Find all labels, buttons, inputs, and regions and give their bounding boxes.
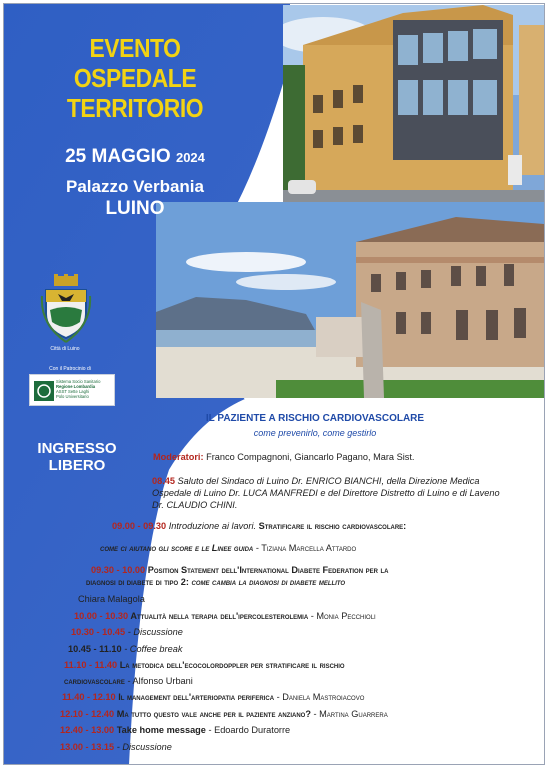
moderators-label: Moderatori: [153, 452, 204, 462]
session-11 [60, 724, 290, 736]
session-9 [62, 691, 364, 703]
session-1-line-1 [152, 475, 480, 487]
session-7-time: 10.45 - 11.10 [68, 644, 122, 654]
session-1-time: 08.45 [152, 476, 175, 486]
session-3-speaker: - Tiziana Marcella Attardo [253, 543, 357, 553]
session-9-time: 11.40 - 12.10 [62, 692, 116, 702]
patronage-line-3: ASST Sette Laghi [56, 389, 90, 394]
patronage-text [56, 379, 100, 399]
session-9-speaker: - Daniela Mastroiacovo [274, 692, 365, 702]
session-7 [68, 643, 182, 655]
title-line-1: EVENTO [89, 33, 181, 63]
session-4-line-2 [86, 576, 345, 588]
free-entry-line-2: LIBERO [48, 457, 106, 474]
free-entry-badge [22, 440, 132, 474]
free-entry-line-1: INGRESSO [37, 440, 117, 457]
session-4-text-b2: come cambia la diagnosi di diabete mellito [191, 577, 346, 587]
event-venue [30, 176, 240, 220]
session-11-time: 12.40 - 13.00 [60, 725, 115, 735]
session-11-speaker: - Edoardo Duratorre [205, 725, 291, 735]
session-8-line-2 [64, 675, 193, 687]
session-8-text-b: cardiovascolare [64, 676, 125, 686]
city-crest-icon [40, 274, 92, 344]
session-8-text-a: La metodica dell'ecocolordoppler per stratificare il rischio [117, 660, 345, 670]
date-year: 2024 [175, 150, 205, 165]
session-5-time: 10.00 - 10.30 [74, 611, 129, 621]
program-subheading: come prevenirlo, come gestirlo [253, 428, 377, 438]
event-title [51, 33, 218, 123]
session-2-time: 09.00 - 09.30 [112, 521, 167, 531]
title-line-3: TERRITORIO [66, 93, 204, 123]
date-day-month: 25 MAGGIO [65, 146, 171, 167]
session-10-speaker: - Martina Guarrera [310, 709, 388, 719]
session-2-topic: Stratificare il rischio cardiovascolare: [256, 521, 407, 531]
session-8-speaker: - Alfonso Urbani [124, 676, 193, 686]
session-12-text: - Discussione [114, 742, 172, 752]
session-6-time: 10.30 - 10.45 [71, 627, 126, 637]
session-6 [71, 626, 183, 638]
session-8-line-1 [64, 659, 345, 671]
session-2 [112, 520, 406, 532]
session-6-text: - Discussione [125, 627, 183, 637]
session-1-text-c: Dr. CLAUDIO CHINI. [152, 500, 238, 510]
moderators-line [153, 451, 414, 463]
title-line-2: OSPEDALE [73, 63, 197, 93]
session-3 [100, 542, 356, 554]
session-10-text: Ma tutto questo vale anche per il paziente anziano? [114, 709, 311, 719]
session-5 [74, 610, 376, 622]
session-8-time: 11.10 - 11.40 [64, 660, 118, 670]
session-10-time: 12.10 - 12.40 [60, 709, 115, 719]
session-10 [60, 708, 388, 720]
session-4-time: 09.30 - 10.00 [91, 565, 146, 575]
session-9-text: Il management dell'arteriopatia periferica [115, 692, 275, 702]
session-11-text: Take home message [114, 725, 206, 735]
session-4-text-b: diagnosi di diabete di tipo 2: [86, 577, 192, 587]
patronage-line-2: Regione Lombardia [56, 384, 96, 389]
session-12 [60, 741, 172, 753]
patronage-label: Con il Patrocinio di [49, 366, 91, 372]
session-12-time: 13.00 - 13.15 [60, 742, 115, 752]
hospital-photo [283, 5, 544, 215]
session-5-text: Attualità nella terapia dell'ipercolesterolemia [128, 611, 309, 621]
session-3-topic: come ci aiutano gli score e le Linee guida [100, 543, 254, 553]
session-1-text-a: Saluto del Sindaco di Luino Dr. ENRICO BIANCHI, della Direzione Medica [175, 476, 480, 486]
session-1-text-b: Ospedale di Luino Dr. LUCA MANFREDI e del Direttore Distretto di Luino e di Laveno [152, 488, 500, 498]
lombardia-logo-icon [34, 381, 54, 401]
palazzo-verbania-photo [156, 202, 544, 398]
patronage-logo [29, 374, 115, 406]
session-4-text-a: Position Statement dell'International Diabete Federation per la [145, 565, 389, 575]
session-4-speaker: Chiara Malagola [78, 594, 145, 604]
event-date [30, 146, 240, 168]
session-7-text: - Coffee break [121, 644, 183, 654]
program-heading: IL PAZIENTE A RISCHIO CARDIOVASCOLARE [205, 413, 425, 424]
venue-city: LUINO [105, 198, 165, 219]
moderators-names: Franco Compagnoni, Giancarlo Pagano, Mara Sist. [203, 452, 415, 462]
venue-name: Palazzo Verbania [66, 177, 204, 196]
session-4-line-1 [91, 564, 388, 576]
session-5-speaker: - Monia Pecchioli [308, 611, 376, 621]
patronage-line-1: Sistema Socio Sanitario [56, 379, 101, 384]
session-2-text: Introduzione ai lavori. [166, 521, 257, 531]
crest-caption: Città di Luino [50, 346, 80, 352]
patronage-line-4: Polo Universitario [56, 394, 89, 399]
